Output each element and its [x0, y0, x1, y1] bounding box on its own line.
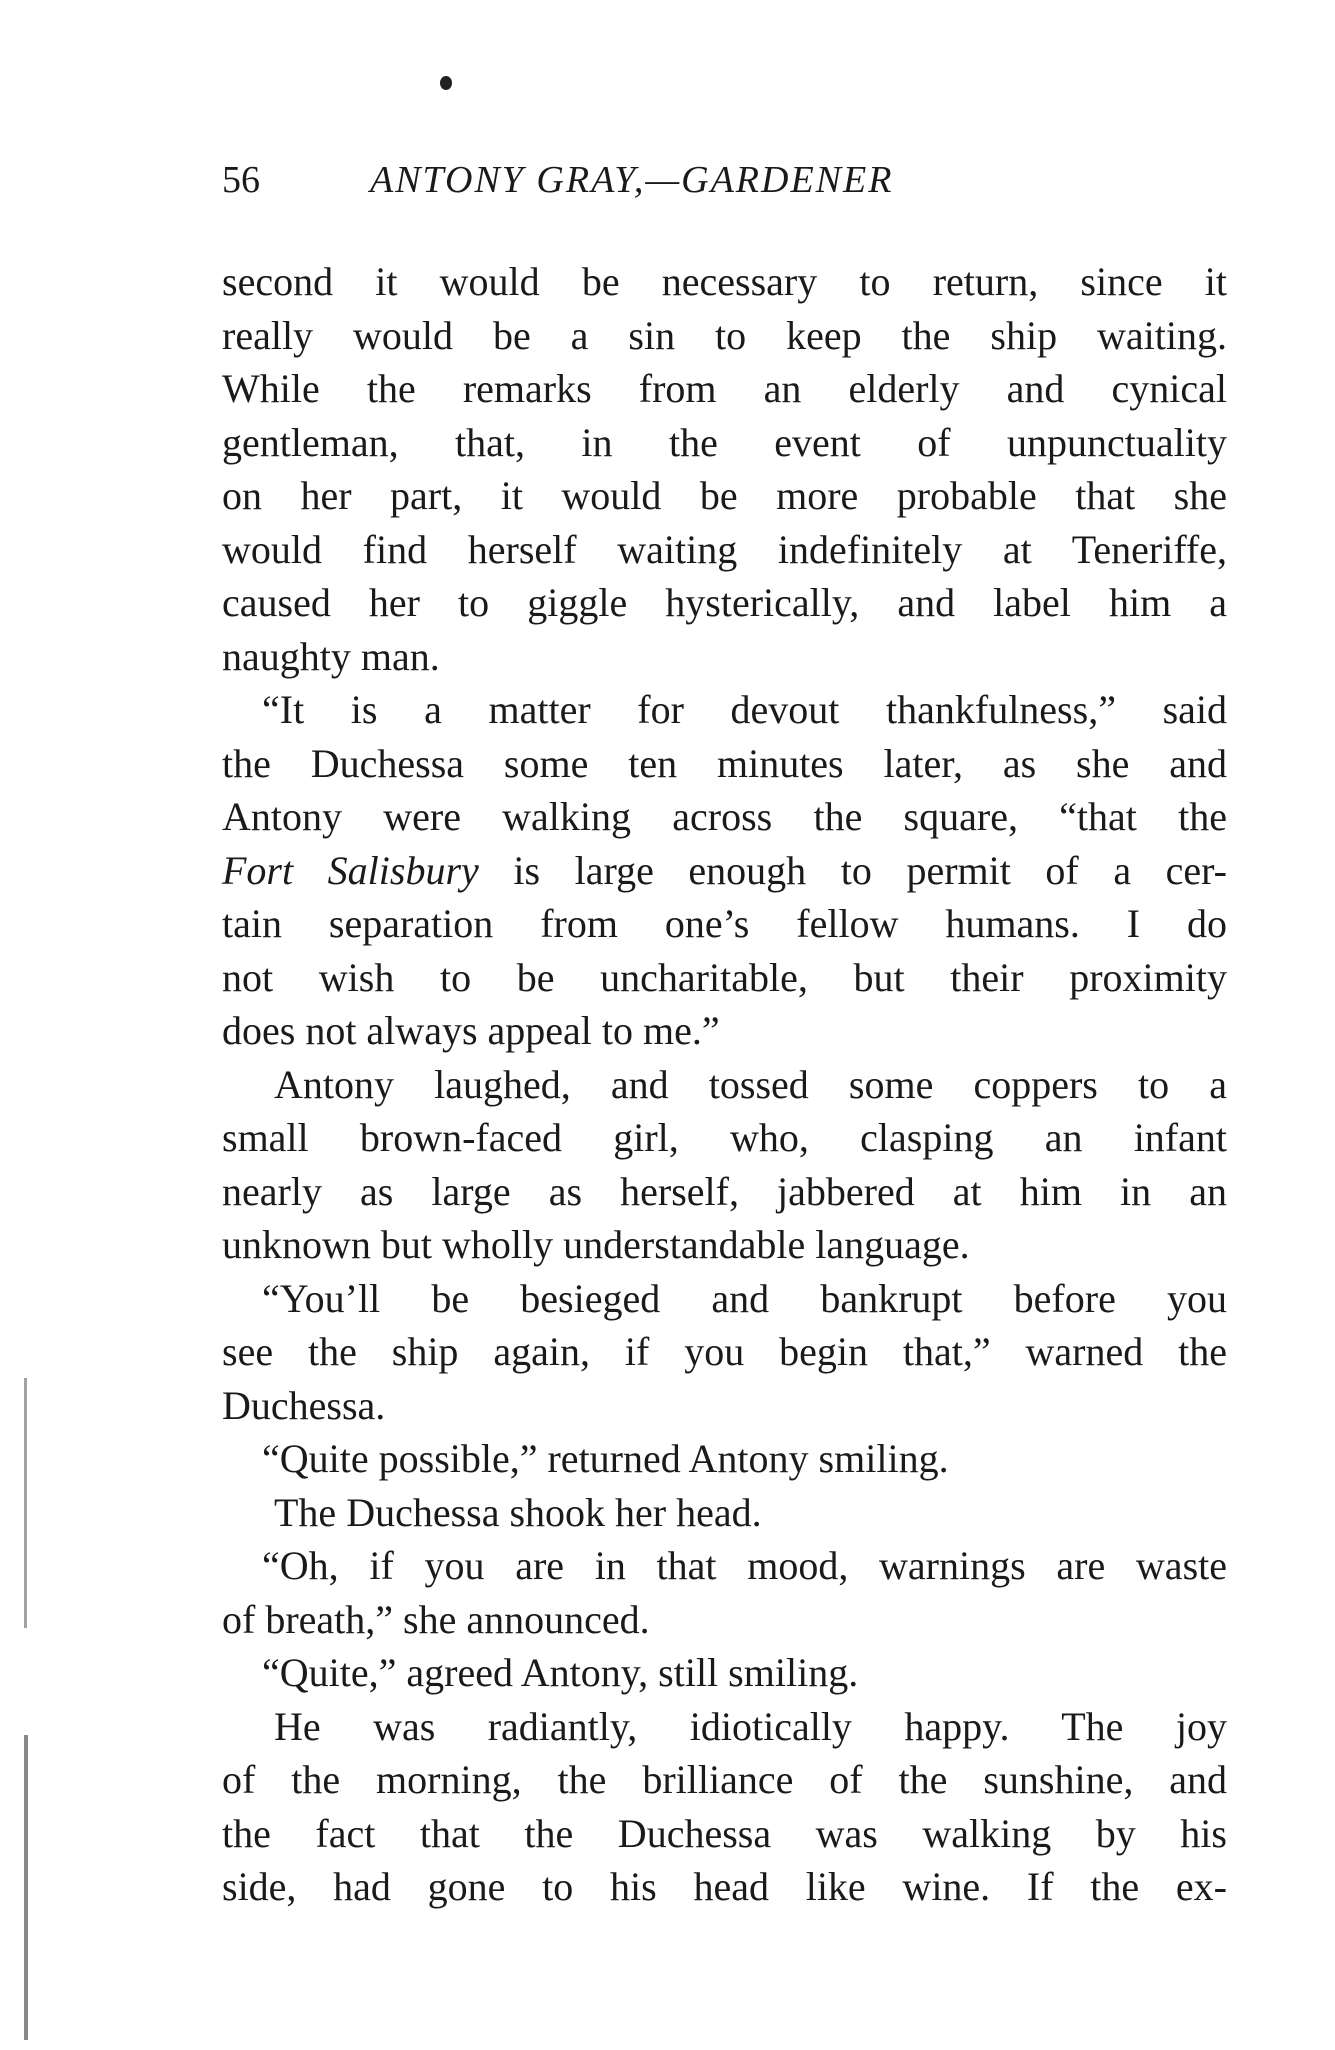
text-line: would find herself waiting indefinitely at Teneriffe, — [222, 526, 1227, 572]
text-line: tain separation from one’s fellow humans. I do — [222, 901, 1227, 946]
text-line: unknown but wholly understandable language. — [222, 1222, 970, 1267]
page-number: 56 — [222, 159, 260, 201]
text-line: “You’ll be besieged and bankrupt before you — [262, 1275, 1227, 1321]
page-header — [222, 155, 1122, 205]
text-line: He was radiantly, idiotically happy. The joy — [274, 1703, 1227, 1749]
text-line: really would be a sin to keep the ship waiting. — [222, 312, 1227, 358]
text-line: side, had gone to his head like wine. If the ex- — [222, 1864, 1227, 1909]
text-line: small brown-faced girl, who, clasping an infant — [222, 1115, 1227, 1160]
body-text — [222, 255, 1227, 1914]
text-line: see the ship again, if you begin that,” warned the — [222, 1329, 1227, 1374]
text-line: does not always appeal to me.” — [222, 1008, 720, 1053]
text-line: gentleman, that, in the event of unpunctuality — [222, 419, 1227, 465]
text-line: nearly as large as herself, jabbered at him in an — [222, 1168, 1227, 1214]
running-head: ANTONY GRAY,—GARDENER — [370, 159, 894, 201]
text-line-rest: is large enough to permit of a cer- — [478, 847, 1227, 893]
text-line: on her part, it would be more probable that she — [222, 473, 1227, 518]
text-line: of breath,” she announced. — [222, 1596, 650, 1642]
text-line: While the remarks from an elderly and cynical — [222, 366, 1227, 411]
text-line: the Duchessa some ten minutes later, as she and — [222, 740, 1227, 786]
ship-name: Fort Salisbury — [222, 847, 479, 893]
text-line: “It is a matter for devout thankfulness,” said — [262, 687, 1227, 732]
text-line: the fact that the Duchessa was walking by his — [222, 1810, 1227, 1856]
text-line: “Quite,” agreed Antony, still smiling. — [262, 1650, 859, 1695]
text-line: Antony laughed, and tossed some coppers to a — [274, 1061, 1227, 1107]
text-line: Duchessa. — [222, 1382, 386, 1428]
ink-dot-mark — [440, 76, 452, 90]
text-line — [222, 844, 1227, 898]
text-line: caused her to giggle hysterically, and label him a — [222, 580, 1227, 625]
text-line: The Duchessa shook her head. — [274, 1489, 762, 1535]
scan-edge-mark — [24, 1735, 28, 2040]
text-line: of the morning, the brilliance of the sunshine, and — [222, 1757, 1227, 1802]
text-line: naughty man. — [222, 633, 440, 679]
scan-edge-mark — [24, 1378, 27, 1628]
text-line: Antony were walking across the square, “that the — [222, 794, 1227, 839]
text-line: not wish to be uncharitable, but their proximity — [222, 954, 1227, 1000]
text-line: “Quite possible,” returned Antony smiling. — [262, 1436, 949, 1481]
text-line: “Oh, if you are in that mood, warnings are waste — [262, 1543, 1227, 1588]
text-line: second it would be necessary to return, since it — [222, 259, 1227, 304]
